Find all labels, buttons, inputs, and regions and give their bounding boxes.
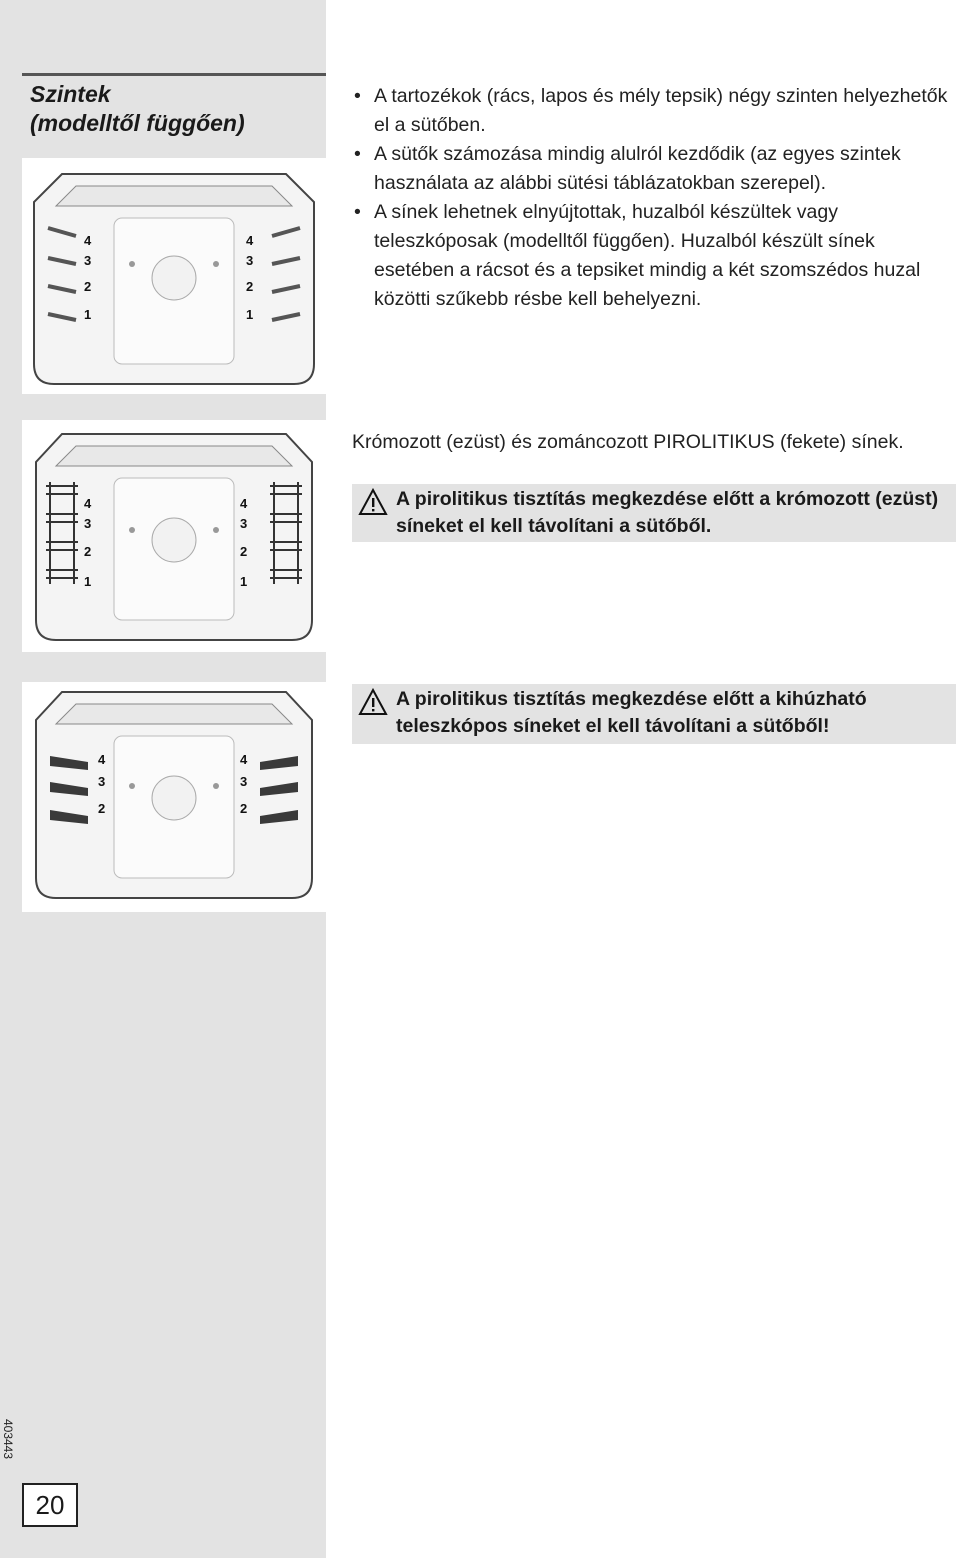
level-label: 3: [246, 253, 254, 268]
section-divider: [22, 73, 326, 76]
level-label: 1: [240, 574, 248, 589]
warning-text: A pirolitikus tisztítás megkezdése előtt a krómozott (ezüst) síneket el kell távolítani a sütőből.: [396, 488, 939, 537]
level-label: 4: [84, 496, 92, 511]
level-label: 4: [246, 233, 254, 248]
level-label: 4: [98, 752, 106, 767]
oven-figure-embossed-rails: [22, 158, 326, 394]
section-title: [30, 80, 320, 138]
level-label: 2: [84, 279, 92, 294]
page-number: 20: [22, 1483, 78, 1527]
level-label: 3: [98, 774, 106, 789]
list-item: • A sínek lehetnek elnyújtottak, huzalból készültek vagy teleszkóposak (modelltől függően). Huzalból készült sínek esetében a rácsot és a tepsiket mindig a két szomszédos huzal közötti szűkebb résbe kell behelyezni.: [352, 198, 952, 314]
level-label: 3: [240, 774, 248, 789]
level-label: 2: [98, 801, 106, 816]
warning-triangle-icon: [358, 688, 388, 724]
section-title-line1: Szintek: [30, 81, 111, 107]
level-label: 4: [240, 752, 248, 767]
level-label: 2: [240, 544, 248, 559]
level-label: 2: [240, 801, 248, 816]
info-bullet-list: [352, 82, 952, 314]
level-label: 3: [240, 516, 248, 531]
level-label: 3: [84, 253, 92, 268]
oven-figure-wire-rails: [22, 420, 326, 652]
level-label: 1: [246, 307, 254, 322]
level-label: 1: [84, 574, 92, 589]
warning-triangle-icon: [358, 488, 388, 524]
warning-box-chrome-rails: [352, 484, 956, 542]
level-label: 3: [84, 516, 92, 531]
level-label: 4: [84, 233, 92, 248]
level-label: 1: [84, 307, 92, 322]
list-item: • A tartozékok (rács, lapos és mély tepsik) négy szinten helyezhetők el a sütőben.: [352, 82, 952, 140]
warning-box-telescopic-rails: [352, 684, 956, 744]
document-code: 403443: [1, 1418, 15, 1460]
level-label: 4: [240, 496, 248, 511]
list-item: • A sütők számozása mindig alulról kezdődik (az egyes szintek használata az alábbi sütési táblázatokban szerepel).: [352, 140, 952, 198]
level-label: 2: [84, 544, 92, 559]
level-label: 2: [246, 279, 254, 294]
oven-figure-telescopic-rails: [22, 682, 326, 912]
rail-types-note: Krómozott (ezüst) és zománcozott PIROLITIKUS (fekete) sínek.: [352, 431, 904, 453]
section-title-line2: (modelltől függően): [30, 110, 245, 136]
warning-text: A pirolitikus tisztítás megkezdése előtt a kihúzható teleszkópos síneket el kell távolítani a sütőből!: [396, 688, 867, 737]
